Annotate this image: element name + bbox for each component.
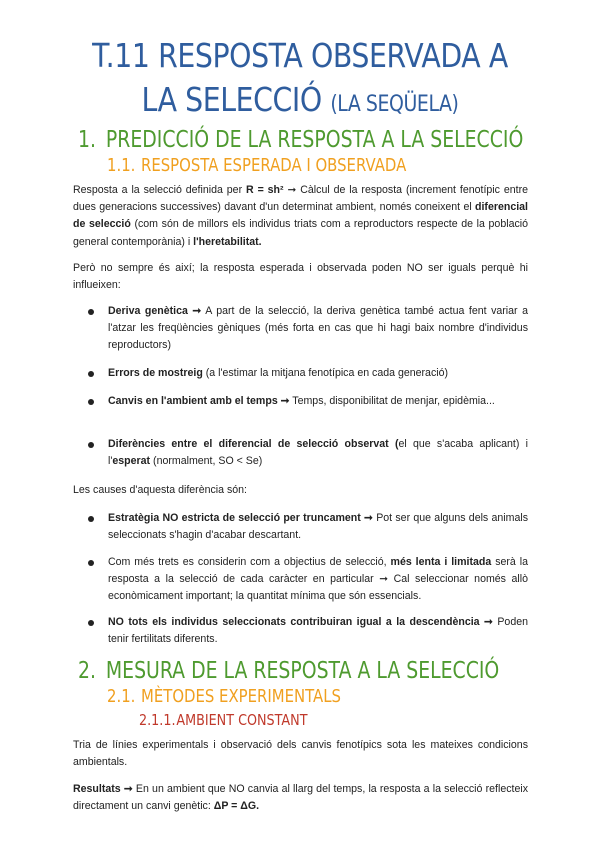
list-item-canvis-ambient: Canvis en l'ambient amb el temps ➞ Temps, disponibilitat de menjar, epidèmia... [108, 395, 495, 407]
title-main: LA SELECCIÓ [141, 80, 322, 119]
section-title: MESURA DE LA RESPOSTA A LA SELECCIÓ [105, 658, 500, 684]
paragraph-causes-intro: Les causes d'aquesta diferència són: [73, 484, 247, 496]
title-subtitle: (LA SEQÜELA) [330, 92, 459, 117]
paragraph-influences-intro: Però no sempre és així; la resposta esperada i observada poden NO ser iguals perquè hi influeixen: [73, 262, 528, 292]
subsection-number: 1.1. [107, 156, 136, 176]
bullet-icon [88, 371, 94, 377]
bullet-icon [88, 442, 94, 448]
paragraph-response-definition: Resposta a la selecció definida per R = sh² ➞ Càlcul de la resposta (increment fenotípic entre dues generacions successives) davant d'un determinat ambient, només coneixent el diferencial de selecció (com són de millors els individus triats com a reproductors respecte de la població general contemporània) i l'heretabilitat. [73, 184, 529, 248]
subsubsection-title: AMBIENT CONSTANT [176, 711, 308, 729]
section-1-heading [78, 127, 523, 153]
list-item-trets: Com més trets es considerin com a objectius de selecció, més lenta i limitada serà la resposta a la selecció de cada caràcter en particular ➞ Cal seleccionar només allò econòmicament important; la quantitat mínima que són essencials. [108, 556, 528, 603]
bullet-icon [88, 620, 94, 626]
bullet-icon [88, 560, 94, 566]
subsubsection-2-1-1-heading [139, 711, 307, 729]
section-number: 1. [78, 127, 97, 153]
section-number: 2. [78, 658, 97, 684]
bullet-icon [88, 399, 94, 405]
subsection-title: MÈTODES EXPERIMENTALS [141, 687, 341, 707]
bullet-icon [88, 309, 94, 315]
list-item-truncament: Estratègia NO estricta de selecció per truncament ➞ Pot ser que alguns dels animals seleccionats s'hagin d'acabar descartant. [108, 512, 529, 542]
list-item-descendencia: NO tots els individus seleccionats contribuiran igual a la descendència ➞ Poden tenir fertilitats diferents. [108, 616, 528, 646]
subsection-title: RESPOSTA ESPERADA I OBSERVADA [141, 156, 407, 176]
subsection-2-1-heading [107, 687, 341, 707]
subsection-1-1-heading [107, 156, 406, 176]
list-item-errors: Errors de mostreig (a l'estimar la mitjana fenotípica en cada generació) [108, 367, 449, 379]
document-title-line1: T.11 RESPOSTA OBSERVADA A [92, 36, 508, 75]
section-2-heading [78, 658, 499, 684]
list-item-diferencies: Diferències entre el diferencial de selecció observat (el que s'acaba aplicant) i l'esperat (normalment, SO < Se) [108, 438, 528, 468]
paragraph-results: Resultats ➞ En un ambient que NO canvia al llarg del temps, la resposta a la selecció reflecteix directament un canvi genètic: ΔP = ΔG. [73, 783, 528, 813]
document-title-line2 [42, 80, 558, 119]
list-item-deriva: Deriva genètica ➞ A part de la selecció, la deriva genètica també actua fent variar a l'atzar les freqüències gèniques (més forta en cas que hi hagi baix nombre d'individus reproductors) [108, 305, 528, 352]
bullet-icon [88, 516, 94, 522]
subsubsection-number: 2.1.1. [139, 711, 176, 729]
section-title: PREDICCIÓ DE LA RESPOSTA A LA SELECCIÓ [105, 127, 524, 153]
subsection-number: 2.1. [107, 687, 136, 707]
paragraph-experimental-lines: Tria de línies experimentals i observació dels canvis fenotípics sota les mateixes condicions ambientals. [73, 739, 528, 769]
